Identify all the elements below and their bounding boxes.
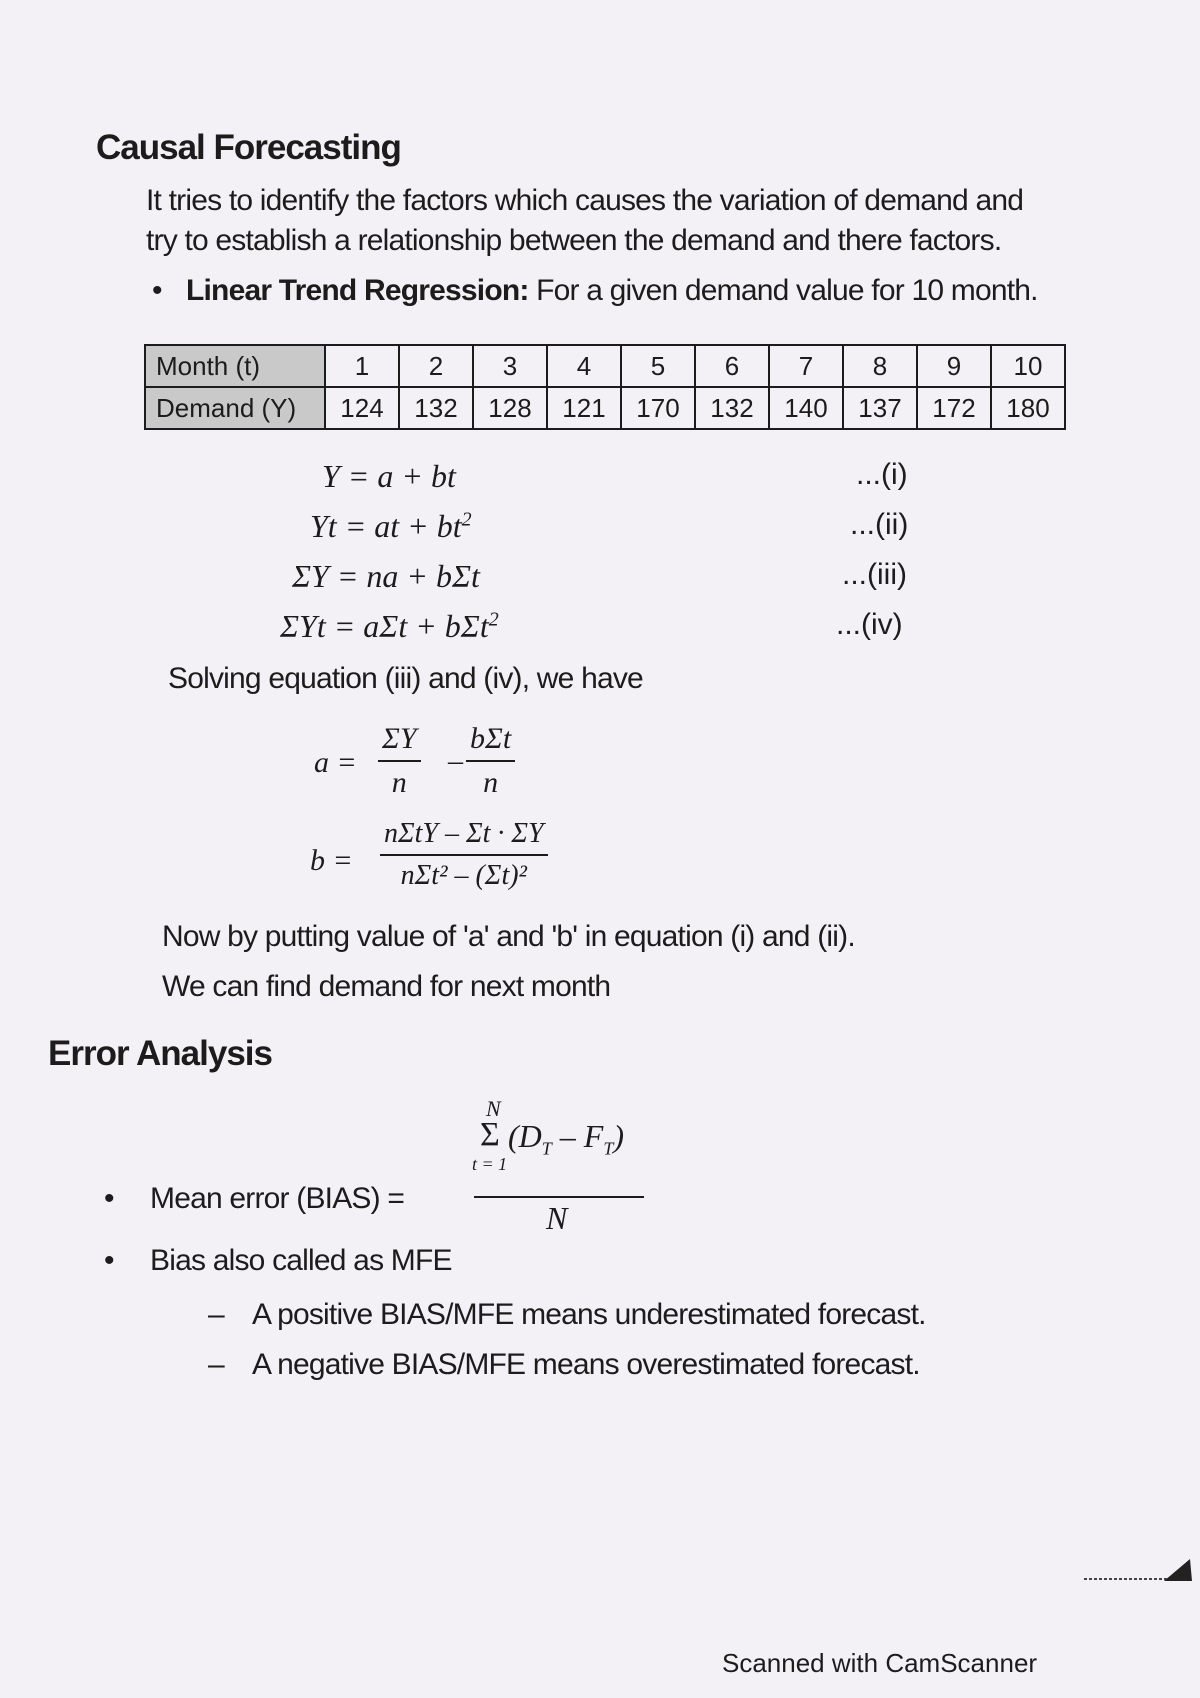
equation-2-number: ...(ii) bbox=[850, 508, 909, 541]
a-minus: – bbox=[448, 744, 463, 777]
demand-table bbox=[144, 344, 1066, 430]
bullet-dot: • bbox=[104, 1182, 115, 1215]
a-lhs: a = bbox=[314, 746, 357, 779]
equation-4-number: ...(iv) bbox=[836, 608, 903, 641]
table-row-demand bbox=[145, 387, 1065, 429]
b-numerator: nΣtY – Σt · ΣY bbox=[380, 818, 548, 856]
bias-minus-f: – F bbox=[551, 1118, 604, 1154]
dash-marker: – bbox=[208, 1348, 224, 1381]
scanner-watermark: Scanned with CamScanner bbox=[722, 1648, 1038, 1678]
sum-sigma: Σ bbox=[480, 1116, 500, 1153]
month-cell: 7 bbox=[769, 345, 843, 387]
demand-cell: 172 bbox=[917, 387, 991, 429]
demand-cell: 132 bbox=[695, 387, 769, 429]
month-cell: 3 bbox=[473, 345, 547, 387]
b-lhs: b = bbox=[310, 844, 353, 877]
intro-line-1: It tries to identify the factors which causes the variation of demand and bbox=[146, 184, 1024, 217]
solving-line: Solving equation (iii) and (iv), we have bbox=[168, 662, 643, 695]
bias-subscript-f: T bbox=[603, 1138, 614, 1159]
conclusion-line-2: We can find demand for next month bbox=[162, 970, 611, 1003]
sum-lower-limit: t = 1 bbox=[472, 1154, 508, 1174]
equation-4-body: ΣYt = aΣt + bΣt bbox=[280, 608, 489, 644]
month-cell: 9 bbox=[917, 345, 991, 387]
section-heading-error: Error Analysis bbox=[48, 1034, 272, 1073]
a-numerator-1: ΣY bbox=[378, 722, 421, 762]
equation-2 bbox=[310, 508, 472, 545]
intro-line-2: try to establish a relationship between the demand and there factors. bbox=[146, 224, 1002, 257]
bias-subscript-d: T bbox=[541, 1138, 552, 1159]
table-row-month bbox=[145, 345, 1065, 387]
equation-2-exponent: 2 bbox=[461, 508, 472, 531]
bias-open-d: (D bbox=[508, 1118, 542, 1154]
b-denominator: nΣt² – (Σt)² bbox=[400, 860, 527, 891]
bullet-bold-label: Linear Trend Regression: bbox=[186, 274, 529, 307]
demand-cell: 137 bbox=[843, 387, 917, 429]
mean-error-label: Mean error (BIAS) = bbox=[150, 1182, 405, 1215]
month-cell: 5 bbox=[621, 345, 695, 387]
b-fraction bbox=[380, 818, 548, 892]
bullet-dot: • bbox=[152, 274, 163, 307]
a-denominator-2: n bbox=[483, 766, 499, 799]
section-heading-causal: Causal Forecasting bbox=[96, 128, 401, 167]
demand-cell: 180 bbox=[991, 387, 1065, 429]
bullet-linear-trend bbox=[186, 274, 1038, 308]
bias-mfe-line: Bias also called as MFE bbox=[150, 1244, 452, 1277]
conclusion-line-1: Now by putting value of 'a' and 'b' in equation (i) and (ii). bbox=[162, 920, 855, 953]
dash-marker: – bbox=[208, 1298, 224, 1331]
demand-cell: 140 bbox=[769, 387, 843, 429]
a-numerator-2: bΣt bbox=[466, 722, 515, 762]
dash-item-positive: A positive BIAS/MFE means underestimated forecast. bbox=[252, 1298, 926, 1331]
equation-1-number: ...(i) bbox=[856, 458, 908, 491]
equation-1: Y = a + bt bbox=[322, 458, 456, 494]
dash-item-negative: A negative BIAS/MFE means overestimated forecast. bbox=[252, 1348, 920, 1381]
demand-cell: 124 bbox=[325, 387, 399, 429]
month-cell: 6 bbox=[695, 345, 769, 387]
month-cell: 10 bbox=[991, 345, 1065, 387]
row-label-demand: Demand (Y) bbox=[145, 387, 325, 429]
sum-upper-limit: N bbox=[486, 1096, 501, 1121]
demand-cell: 128 bbox=[473, 387, 547, 429]
month-cell: 4 bbox=[547, 345, 621, 387]
month-cell: 8 bbox=[843, 345, 917, 387]
row-label-month: Month (t) bbox=[145, 345, 325, 387]
a-denominator-1: n bbox=[391, 766, 407, 799]
a-fraction-2 bbox=[466, 722, 515, 800]
month-cell: 1 bbox=[325, 345, 399, 387]
demand-cell: 121 bbox=[547, 387, 621, 429]
bias-denominator: N bbox=[546, 1200, 568, 1236]
equation-4 bbox=[280, 608, 499, 645]
demand-cell: 170 bbox=[621, 387, 695, 429]
equation-3-number: ...(iii) bbox=[842, 558, 907, 591]
equation-4-exponent: 2 bbox=[488, 608, 499, 631]
page-curl-mark bbox=[1084, 1555, 1194, 1583]
bias-close: ) bbox=[613, 1118, 624, 1154]
a-fraction-1 bbox=[378, 722, 421, 800]
demand-cell: 132 bbox=[399, 387, 473, 429]
bullet-dot: • bbox=[104, 1244, 115, 1277]
bullet-rest: For a given demand value for 10 month. bbox=[528, 274, 1038, 307]
bias-fraction-bar bbox=[474, 1196, 644, 1198]
equation-2-body: Yt = at + bt bbox=[310, 508, 462, 544]
bias-numerator bbox=[508, 1118, 624, 1159]
month-cell: 2 bbox=[399, 345, 473, 387]
equation-3: ΣY = na + bΣt bbox=[292, 558, 480, 594]
